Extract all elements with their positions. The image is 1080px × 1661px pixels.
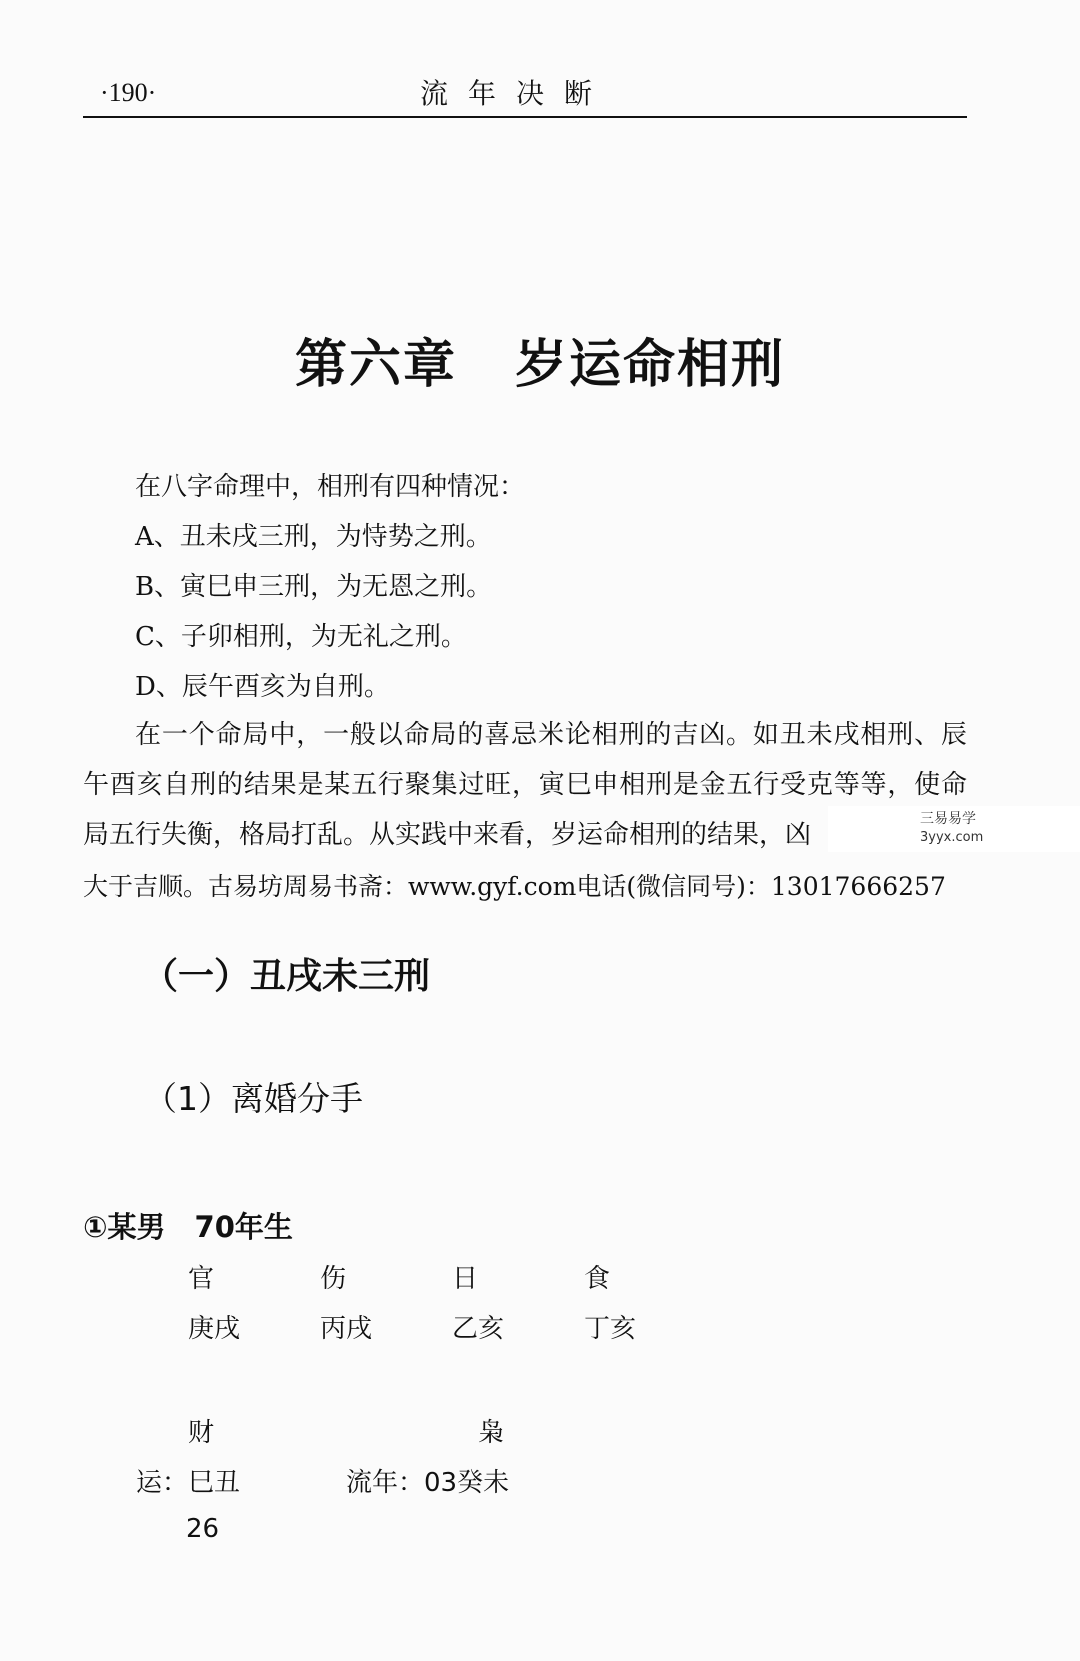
watermark-url: 3yyx.com (920, 830, 984, 845)
shishen-hour: 食 (584, 1264, 611, 1294)
dayun-label: 运： (136, 1468, 189, 1498)
dayun-shishen: 财 (188, 1418, 215, 1448)
watermark-name: 三易易学 (920, 811, 976, 827)
pillar-year: 庚戌 (188, 1314, 241, 1344)
dayun-age: 26 (186, 1514, 220, 1544)
intro-line: 在八字命理中，相刑有四种情况： (135, 472, 526, 502)
shishen-month: 伤 (320, 1264, 347, 1294)
list-item: D、辰午酉亥为自刑。 (135, 672, 390, 702)
chapter-name: 岁运命相刑 (515, 335, 786, 395)
paragraph-line: 局五行失衡，格局打乱。从实践中来看，岁运命相刑的结果，凶 (83, 820, 812, 850)
shishen-day: 日 (452, 1264, 479, 1294)
list-item: C、子卯相刑，为无礼之刑。 (135, 622, 467, 652)
pillar-day: 乙亥 (452, 1314, 505, 1344)
chapter-number: 第六章 (294, 335, 457, 395)
subsection-title: （1）离婚分手 (144, 1079, 363, 1118)
header-rule (83, 116, 967, 118)
paragraph-line: 大于吉顺。古易坊周易书斋：www.gyf.com电话(微信同号)：13017666257 (83, 872, 946, 901)
running-title: 流年决断 (420, 77, 613, 110)
chapter-title (0, 322, 1080, 397)
page-number: ·190· (100, 78, 157, 107)
list-item: A、丑未戌三刑，为恃势之刑。 (135, 522, 492, 552)
liunian-value: 流年：03癸未 (346, 1468, 510, 1498)
paragraph-line: 在一个命局中，一般以命局的喜忌米论相刑的吉凶。如丑未戌相刑、辰 (135, 720, 967, 750)
list-item: B、寅巳申三刑，为无恩之刑。 (135, 572, 493, 602)
liunian-shishen: 枭 (478, 1418, 505, 1448)
pillar-hour: 丁亥 (584, 1314, 637, 1344)
section-title: （一）丑戌未三刑 (142, 956, 431, 997)
pillar-month: 丙戌 (320, 1314, 373, 1344)
dayun-pillar: 巳丑 (188, 1468, 241, 1498)
case-title: ①某男 70年生 (83, 1210, 293, 1244)
paragraph-line: 午酉亥自刑的结果是某五行聚集过旺，寅巳申相刑是金五行受克等等，使命 (83, 770, 967, 800)
shishen-year: 官 (188, 1264, 215, 1294)
